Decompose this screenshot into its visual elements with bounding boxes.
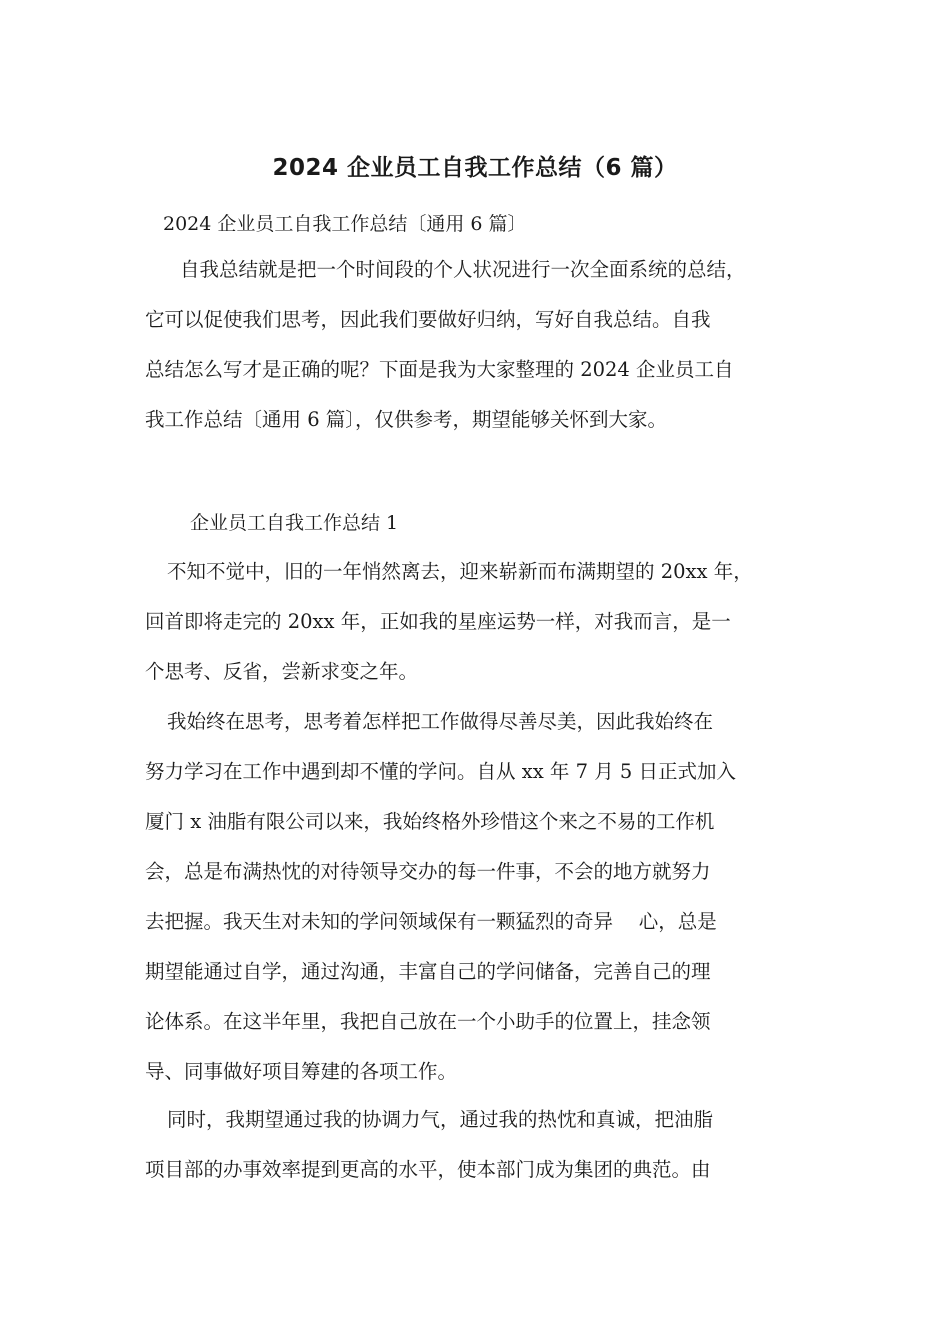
paragraph-line: 努力学习在工作中遇到却不懂的学问。自从 xx 年 7 月 5 日正式加入	[145, 760, 736, 783]
paragraph-line: 回首即将走完的 20xx 年，正如我的星座运势一样，对我而言，是一	[145, 610, 731, 633]
document-subtitle: 2024 企业员工自我工作总结〔通用 6 篇〕	[163, 213, 527, 235]
section-heading: 企业员工自我工作总结 1	[190, 512, 399, 534]
intro-line: 我工作总结〔通用 6 篇〕，仅供参考，期望能够关怀到大家。	[145, 408, 668, 431]
paragraph-line: 我始终在思考，思考着怎样把工作做得尽善尽美，因此我始终在	[167, 710, 714, 733]
paragraph-2	[145, 697, 825, 1097]
paragraph-line: 会，总是布满热忱的对待领导交办的每一件事，不会的地方就努力	[145, 860, 711, 883]
paragraph-line: 去把握。我天生对未知的学问领域保有一颗猛烈的奇异 心，总是	[145, 910, 717, 933]
paragraph-line: 同时，我期望通过我的协调力气，通过我的热忱和真诚，把油脂	[167, 1108, 714, 1131]
intro-line: 总结怎么写才是正确的呢？下面是我为大家整理的 2024 企业员工自	[145, 358, 734, 381]
paragraph-3	[145, 1095, 825, 1195]
paragraph-line: 导、同事做好项目筹建的各项工作。	[145, 1060, 458, 1083]
document-title: 2024 企业员工自我工作总结（6 篇）	[272, 155, 678, 181]
intro-line: 自我总结就是把一个时间段的个人状况进行一次全面系统的总结，	[180, 258, 746, 281]
intro-paragraph	[145, 245, 825, 445]
paragraph-line: 不知不觉中，旧的一年悄然离去，迎来崭新而布满期望的 20xx 年，	[167, 560, 753, 583]
paragraph-line: 论体系。在这半年里，我把自己放在一个小助手的位置上，挂念领	[145, 1010, 711, 1033]
paragraph-line: 项目部的办事效率提到更高的水平，使本部门成为集团的典范。由	[145, 1158, 711, 1181]
paragraph-1	[145, 547, 825, 697]
paragraph-line: 期望能通过自学，通过沟通，丰富自己的学问储备，完善自己的理	[145, 960, 711, 983]
paragraph-line: 厦门 x 油脂有限公司以来，我始终格外珍惜这个来之不易的工作机	[145, 810, 715, 833]
paragraph-line: 个思考、反省，尝新求变之年。	[145, 660, 419, 683]
intro-line: 它可以促使我们思考，因此我们要做好归纳，写好自我总结。自我	[145, 308, 711, 331]
